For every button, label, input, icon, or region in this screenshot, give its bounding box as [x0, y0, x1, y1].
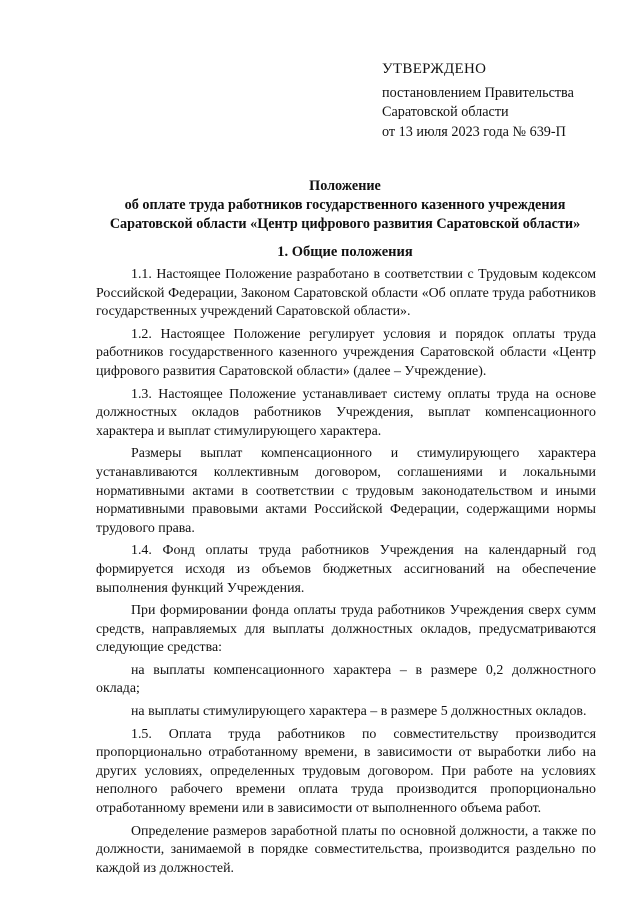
paragraph: 1.3. Настоящее Положение устанавливает систему оплаты труда на основе должностных окладов работников Учреждения, выплат компенсационного характера и выплат стимулирующего характера. [96, 386, 596, 439]
section-body [96, 266, 596, 882]
paragraph: 1.2. Настоящее Положение регулирует условия и порядок оплаты труда работников государственного казенного учреждения Саратовской области «Центр цифрового развития Саратовской области» (далее – Учреждение). [96, 326, 596, 379]
section-heading: 1. Общие положения [277, 244, 413, 260]
paragraph: 1.5. Оплата труда работников по совместительству производится пропорционально отработанному времени, в зависимости от выработки либо на других условиях, определенных трудовым договором. При работе на условиях неполного рабочего времени оплата труда производится пропорционально отработанному времени или в зависимости от выполненного объема работ. [96, 726, 596, 817]
document-subtitle-line: об оплате труда работников государственного казенного учреждения [124, 197, 566, 213]
paragraph: При формировании фонда оплаты труда работников Учреждения сверх сумм средств, направляемых для выплаты должностных окладов, предусматриваются следующие средства: [96, 603, 596, 656]
approval-heading: УТВЕРЖДЕНО [382, 61, 487, 77]
approval-stamp [382, 60, 622, 142]
paragraph: на выплаты компенсационного характера – в размере 0,2 должностного оклада; [96, 662, 596, 697]
document-title-block [80, 177, 610, 234]
approval-date-line: от 13 июля 2023 года № 639-П [382, 123, 566, 140]
document-title: Положение [309, 178, 381, 194]
approval-line: постановлением Правительства [382, 84, 574, 101]
paragraph: 1.4. Фонд оплаты труда работников Учреждения на календарный год формируется исходя из объемов бюджетных ассигнований на обеспечение выполнения функций Учреждения. [96, 543, 596, 596]
approval-line: Саратовской области [382, 104, 509, 120]
document-subtitle-line: Саратовской области «Центр цифрового развития Саратовской области» [109, 216, 581, 232]
paragraph: на выплаты стимулирующего характера – в размере 5 должностных окладов. [131, 704, 587, 720]
paragraph: Размеры выплат компенсационного и стимулирующего характера устанавливаются коллективным договором, соглашениями и локальными нормативными актами в соответствии с трудовым законодательством и иными нормативными правовыми актами Российской Федерации, содержащими нормы трудового права. [96, 446, 596, 536]
paragraph: 1.1. Настоящее Положение разработано в соответствии с Трудовым кодексом Российской Федерации, Законом Саратовской области «Об оплате труда работников государственных учреждений Саратовской области». [96, 267, 596, 320]
paragraph: Определение размеров заработной платы по основной должности, а также по должности, занимаемой в порядке совместительства, производится раздельно по каждой из должностей. [96, 823, 596, 876]
